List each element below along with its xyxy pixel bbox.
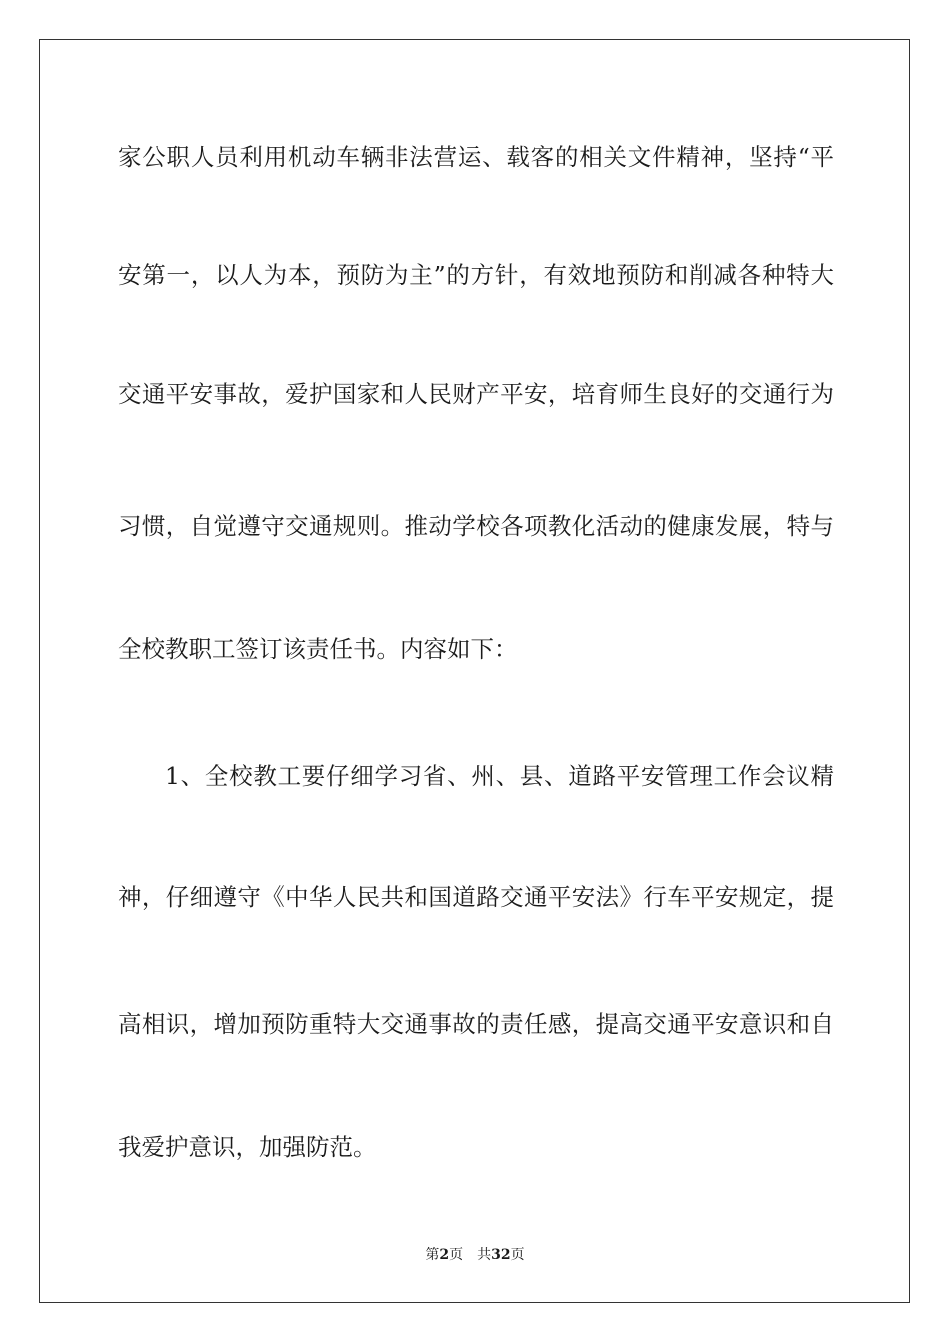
page-suffix: 页 [449,1247,464,1263]
paragraph-line: 家公职人员利用机动车辆非法营运、载客的相关文件精神，坚持“平 [118,143,834,171]
paragraph-line: 神，仔细遵守《中华人民共和国道路交通平安法》行车平安规定，提 [118,883,834,911]
paragraph-line: 习惯，自觉遵守交通规则。推动学校各项教化活动的健康发展，特与 [118,512,834,540]
page-footer [0,1246,950,1264]
total-suffix: 页 [510,1247,525,1263]
total-pages: 32 [491,1247,511,1263]
page-number: 2 [439,1247,450,1263]
paragraph-line: 安第一，以人为本，预防为主”的方针，有效地预防和削减各种特大 [118,261,834,289]
paragraph-line: 交通平安事故，爱护国家和人民财产平安，培育师生良好的交通行为 [118,380,834,408]
paragraph-line: 全校教职工签订该责任书。内容如下： [118,635,518,663]
page-prefix: 第 [425,1247,440,1263]
paragraph-line: 1、全校教工要仔细学习省、州、县、道路平安管理工作会议精 [165,762,834,790]
page-border [39,39,910,1303]
paragraph-line: 高相识，增加预防重特大交通事故的责任感，提高交通平安意识和自 [118,1010,834,1038]
total-prefix: 共 [477,1247,492,1263]
paragraph-line: 我爱护意识，加强防范。 [118,1133,377,1161]
